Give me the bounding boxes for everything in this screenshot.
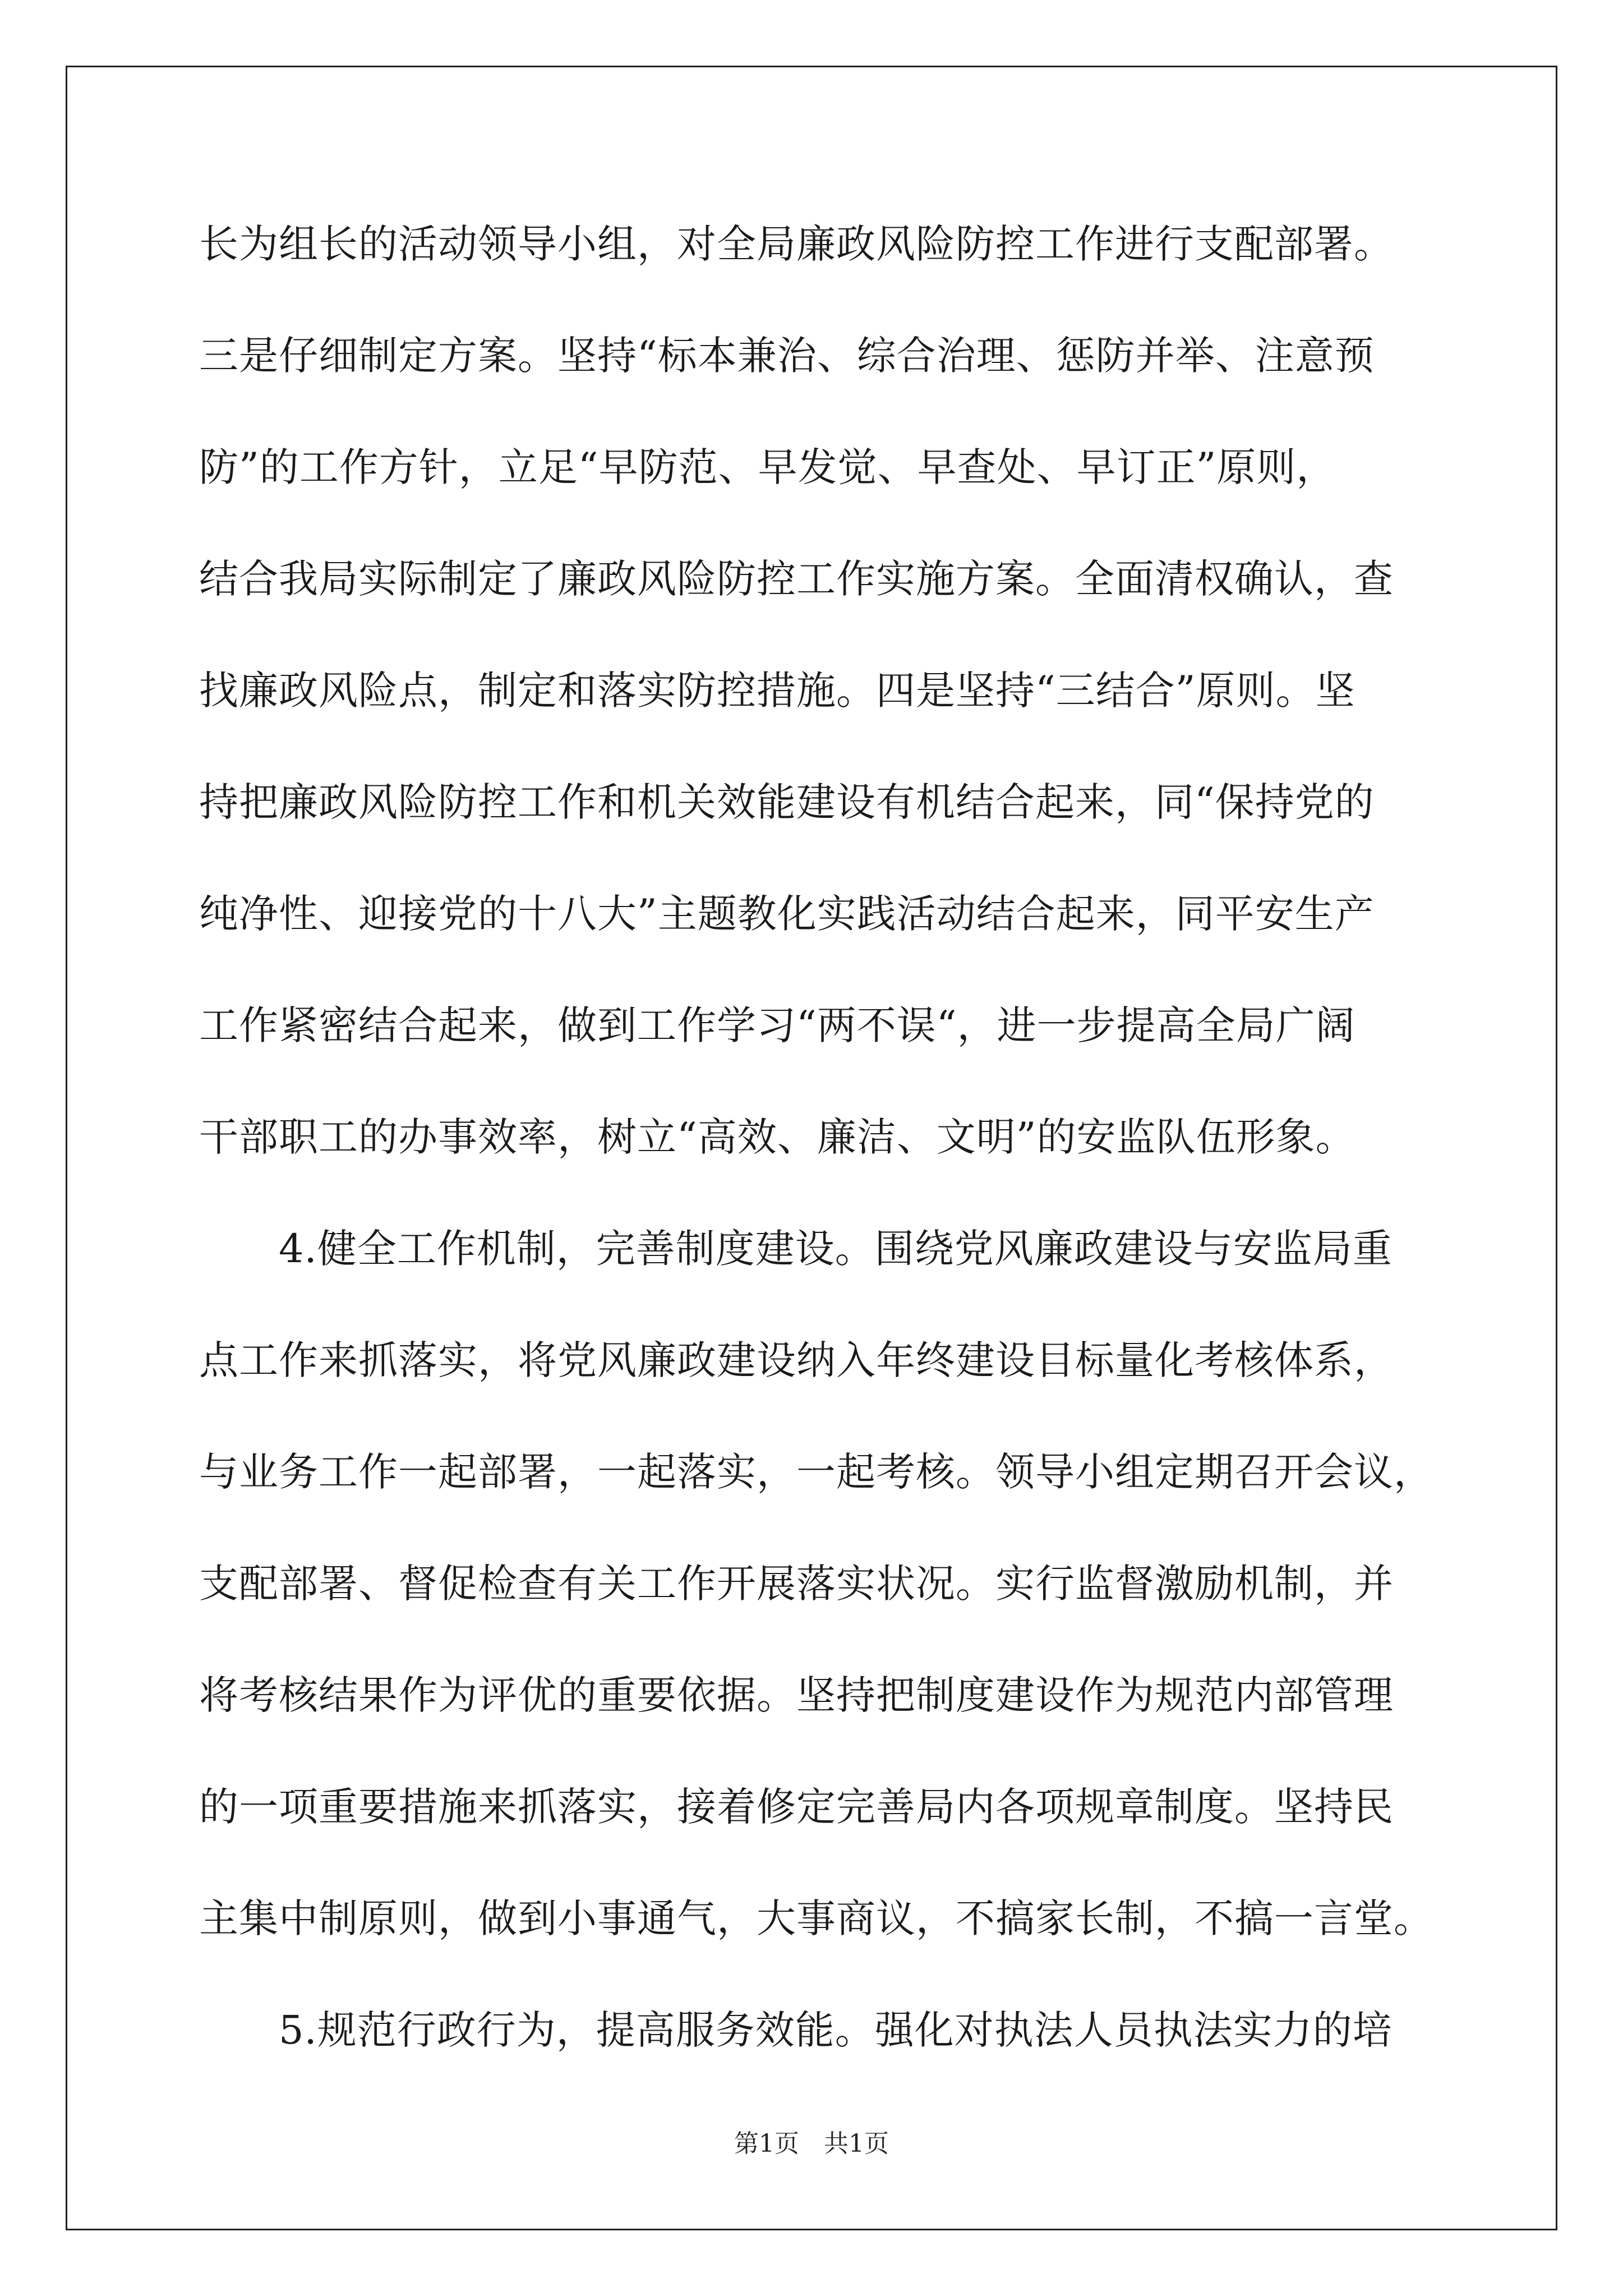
text-line: 干部职工的办事效率，树立“高效、廉洁、文明”的安监队伍形象。	[199, 1114, 1355, 1160]
text-line: 与业务工作一起部署，一起落实，一起考核。领导小组定期召开会议，	[199, 1449, 1433, 1495]
text-line: 防”的工作方针，立足“早防范、早发觉、早查处、早订正”原则，	[199, 444, 1336, 490]
text-line: 的一项重要措施来抓落实，接着修定完善局内各项规章制度。坚持民	[199, 1784, 1394, 1830]
text-line: 三是仔细制定方案。坚持“标本兼治、综合治理、惩防并举、注意预	[199, 333, 1375, 379]
text-line: 5.规范行政行为，提高服务效能。强化对执法人员执法实力的培	[199, 2007, 1393, 2053]
text-line: 纯净性、迎接党的十八大”主题教化实践活动结合起来，同平安生产	[199, 891, 1375, 937]
page-footer: 第1页 共1页	[734, 2129, 889, 2158]
document-body	[199, 213, 1450, 2111]
text-line: 4.健全工作机制，完善制度建设。围绕党风廉政建设与安监局重	[199, 1226, 1393, 1272]
text-line: 持把廉政风险防控工作和机关效能建设有机结合起来，同“保持党的	[199, 779, 1375, 825]
text-line: 将考核结果作为评优的重要依据。坚持把制度建设作为规范内部管理	[199, 1672, 1394, 1718]
text-line: 长为组长的活动领导小组，对全局廉政风险防控工作进行支配部署。	[199, 221, 1394, 267]
text-line: 主集中制原则，做到小事通气，大事商议，不搞家长制，不搞一言堂。	[199, 1895, 1433, 1941]
text-line: 点工作来抓落实，将党风廉政建设纳入年终建设目标量化考核体系，	[199, 1337, 1394, 1383]
text-line: 结合我局实际制定了廉政风险防控工作实施方案。全面清权确认，查	[199, 556, 1394, 602]
text-line: 支配部署、督促检查有关工作开展落实状况。实行监督激励机制，并	[199, 1561, 1394, 1607]
text-line: 找廉政风险点，制定和落实防控措施。四是坚持“三结合”原则。坚	[199, 668, 1355, 714]
text-line: 工作紧密结合起来，做到工作学习“两不误“，进一步提高全局广阔	[199, 1002, 1355, 1048]
